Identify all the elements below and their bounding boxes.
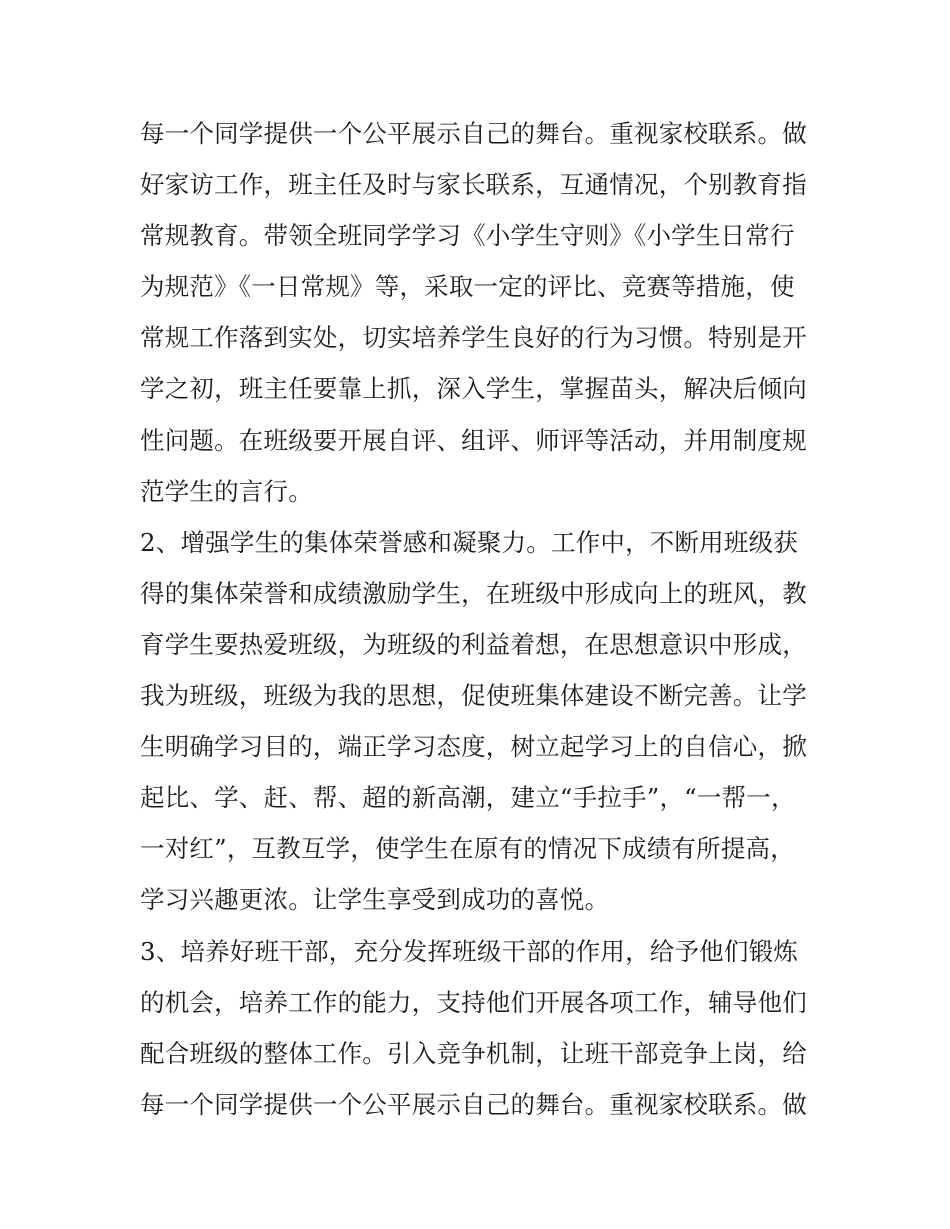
text-line: 育学生要热爱班级，为班级的利益着想，在思想意识中形成， bbox=[140, 629, 807, 659]
text-line: 性问题。在班级要开展自评、组评、师评等活动，并用制度规 bbox=[140, 425, 807, 455]
text-line: 每一个同学提供一个公平展示自己的舞台。重视家校联系。做 bbox=[140, 119, 807, 148]
text-line: 2、增强学生的集体荣誉感和凝聚力。工作中，不断用班级获 bbox=[140, 527, 798, 557]
text-line: 常规工作落到实处，切实培养学生良好的行为习惯。特别是开 bbox=[140, 323, 807, 353]
text-line: 学习兴趣更浓。让学生享受到成功的喜悦。 bbox=[140, 885, 610, 915]
text-line: 我为班级，班级为我的思想，促使班集体建设不断完善。让学 bbox=[140, 681, 807, 711]
text-line: 生明确学习目的，端正学习态度，树立起学习上的自信心，掀 bbox=[140, 732, 807, 762]
text-line: 配合班级的整体工作。引入竞争机制，让班干部竞争上岗，给 bbox=[140, 1038, 807, 1068]
text-line: 一对红”，互教互学，使学生在原有的情况下成绩有所提高， bbox=[140, 834, 795, 864]
text-line: 常规教育。带领全班同学学习《小学生守则》《小学生日常行 bbox=[140, 221, 795, 251]
text-line: 的机会，培养工作的能力，支持他们开展各项工作，辅导他们 bbox=[140, 987, 807, 1017]
text-line: 起比、学、赶、帮、超的新高潮，建立“手拉手”，“一帮一， bbox=[140, 783, 796, 813]
text-line: 学之初，班主任要靠上抓，深入学生，掌握苗头，解决后倾向 bbox=[140, 374, 807, 404]
text-line: 为规范》《一日常规》等，采取一定的评比、竞赛等措施，使 bbox=[140, 272, 795, 302]
body-text bbox=[140, 108, 820, 1130]
text-line: 3、培养好班干部，充分发挥班级干部的作用，给予他们锻炼 bbox=[140, 936, 798, 966]
text-line: 范学生的言行。 bbox=[140, 476, 313, 506]
text-line: 每一个同学提供一个公平展示自己的舞台。重视家校联系。做 bbox=[140, 1089, 807, 1119]
text-line: 得的集体荣誉和成绩激励学生，在班级中形成向上的班风，教 bbox=[140, 578, 807, 608]
text-line: 好家访工作，班主任及时与家长联系，互通情况，个别教育指 bbox=[140, 170, 807, 200]
